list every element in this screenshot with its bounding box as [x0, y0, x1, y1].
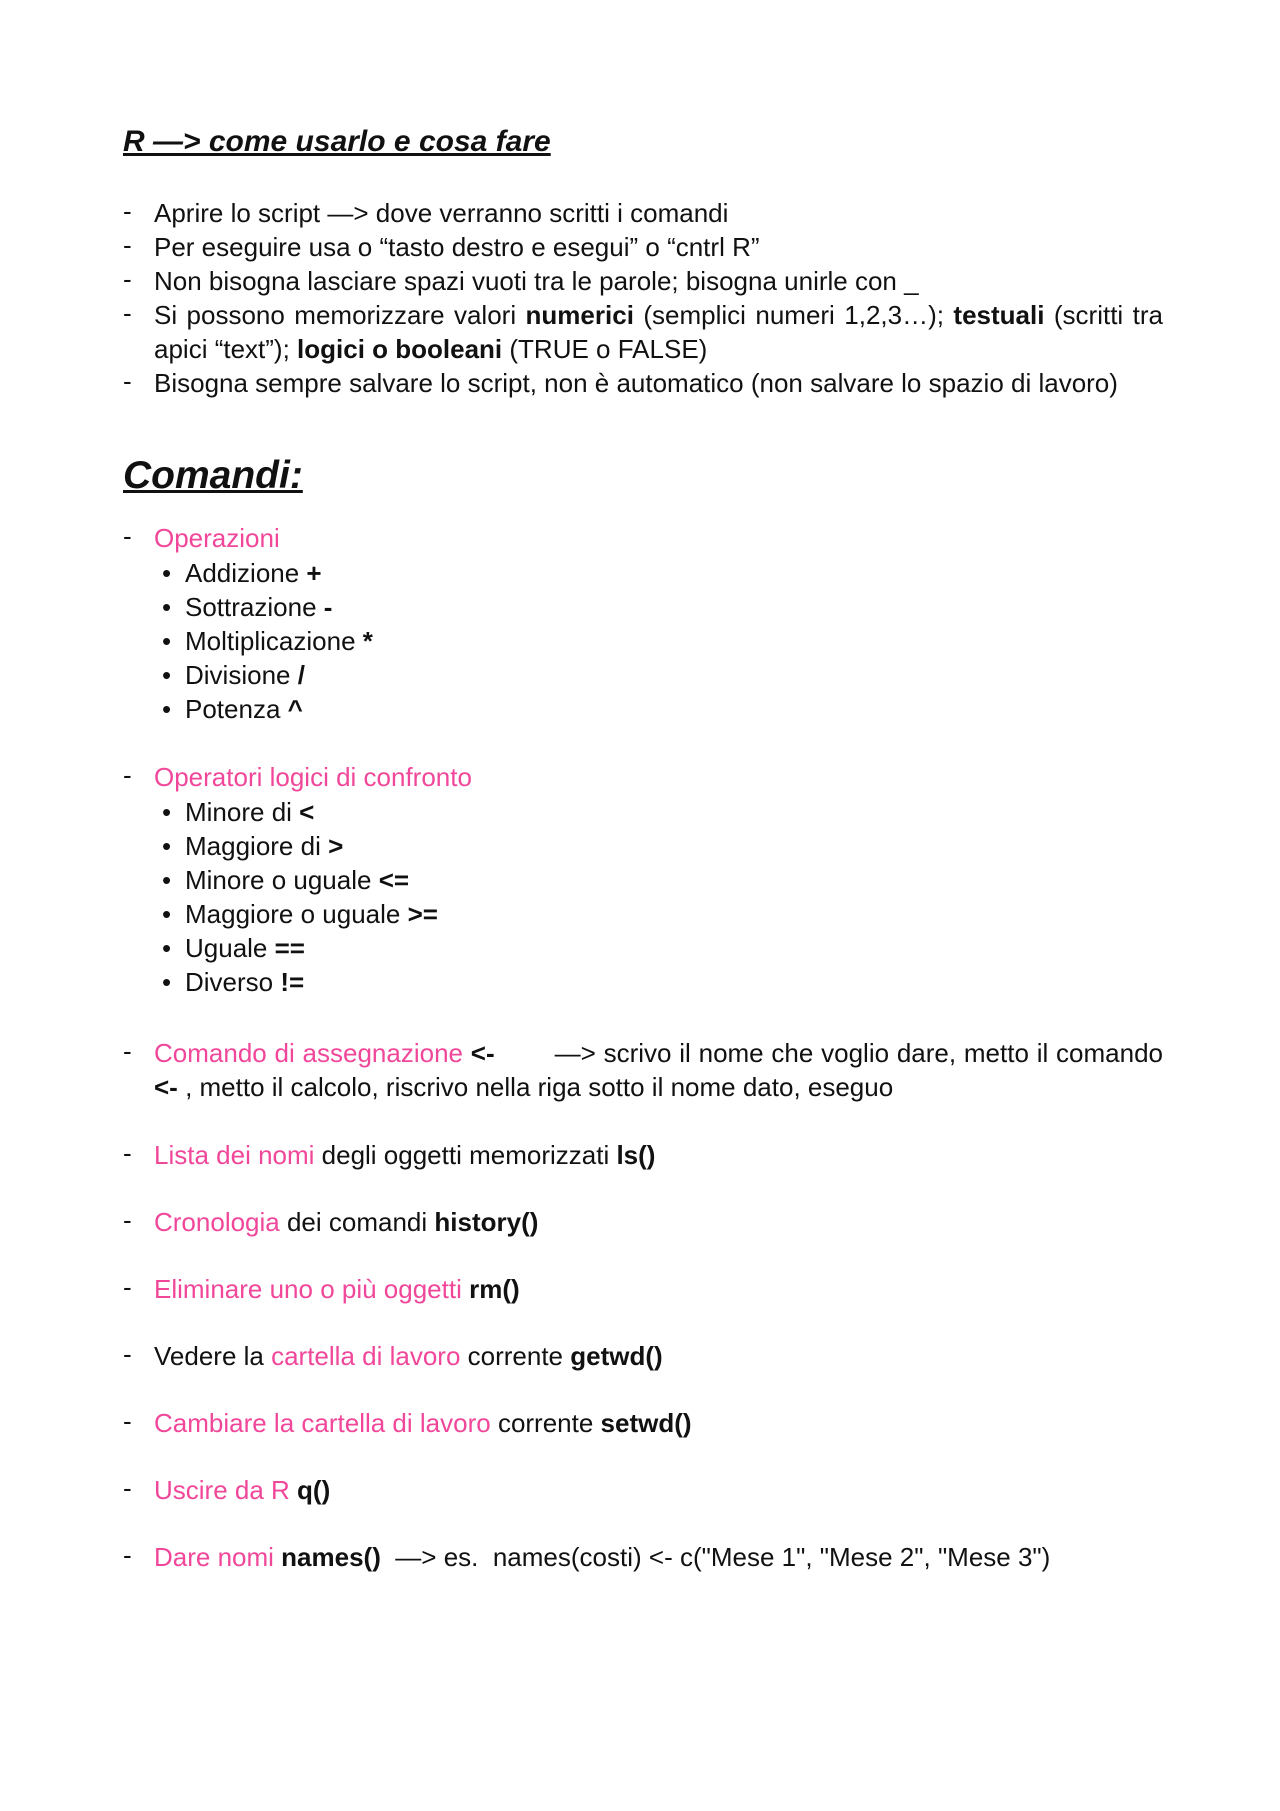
operator-symbol: ^	[287, 694, 303, 724]
intro-text: (scritti tra apici “text”);	[154, 300, 1163, 364]
intro-item	[123, 366, 1163, 400]
intro-bold-term: numerici	[525, 300, 634, 330]
operator-symbol: <=	[378, 865, 410, 895]
list-item	[154, 863, 1163, 897]
bullet-marker: •	[162, 592, 172, 622]
item-text: Addizione	[185, 558, 307, 588]
item-text: Potenza	[185, 694, 288, 724]
history-item	[123, 1205, 1163, 1239]
intro-text: Aprire lo script —> dove verranno scritti i comandi	[154, 198, 729, 228]
list-item	[154, 965, 1163, 999]
item-text: Moltiplicazione	[185, 626, 363, 656]
command-row	[123, 1205, 1163, 1239]
bullet-marker: •	[162, 558, 172, 588]
command-text: Vedere la	[154, 1341, 272, 1371]
intro-list	[123, 196, 1163, 400]
dash-marker: -	[123, 1473, 132, 1503]
operator-symbol: !=	[280, 967, 305, 997]
command-row	[123, 1272, 1163, 1306]
dash-marker: -	[123, 230, 132, 260]
operator-symbol: *	[362, 626, 373, 656]
command-row	[123, 1540, 1163, 1574]
bullet-marker: •	[162, 626, 172, 656]
bullet-marker: •	[162, 933, 172, 963]
item-text: Minore o uguale	[185, 865, 379, 895]
logical-operators-section	[123, 760, 1163, 999]
logical-list	[123, 795, 1163, 999]
commands-heading: Comandi:	[123, 454, 303, 497]
item-text: Divisione	[185, 660, 298, 690]
command-label: Eliminare uno o più oggetti	[154, 1274, 462, 1304]
command-text: degli oggetti memorizzati	[314, 1140, 617, 1170]
rm-item	[123, 1272, 1163, 1306]
item-text: Sottrazione	[185, 592, 324, 622]
command-label: Lista dei nomi	[154, 1140, 315, 1170]
list-item	[154, 931, 1163, 965]
list-item	[154, 795, 1163, 829]
list-item	[154, 590, 1163, 624]
intro-item	[123, 264, 1163, 298]
operator-symbol: >	[328, 831, 344, 861]
intro-text: Si possono memorizzare valori	[154, 300, 526, 330]
command-label: Cronologia	[154, 1207, 280, 1237]
command-code: history()	[434, 1207, 539, 1237]
intro-bold-term: logici o booleani	[297, 334, 503, 364]
bullet-marker: •	[162, 831, 172, 861]
operator-symbol: /	[297, 660, 305, 690]
item-text: Minore di	[185, 797, 300, 827]
dash-marker: -	[123, 1272, 132, 1302]
item-text: Maggiore o uguale	[185, 899, 408, 929]
dash-marker: -	[123, 1406, 132, 1436]
dash-marker: -	[123, 264, 132, 294]
operations-list	[123, 556, 1163, 726]
dash-marker: -	[123, 1540, 132, 1570]
command-label: Cambiare la cartella di lavoro	[154, 1408, 491, 1438]
command-row	[123, 1406, 1163, 1440]
dash-marker: -	[123, 298, 132, 328]
bullet-marker: •	[162, 660, 172, 690]
list-item	[154, 829, 1163, 863]
section-header	[123, 760, 1163, 794]
command-row	[123, 1473, 1163, 1507]
list-item	[154, 692, 1163, 726]
operator-symbol: -	[323, 592, 333, 622]
bullet-marker: •	[162, 899, 172, 929]
list-item	[154, 556, 1163, 590]
command-code: names()	[273, 1542, 381, 1572]
command-code: ls()	[616, 1140, 656, 1170]
intro-text: (semplici numeri 1,2,3…);	[633, 300, 954, 330]
command-row	[123, 1138, 1163, 1172]
intro-text: Non bisogna lasciare spazi vuoti tra le parole; bisogna unirle con _	[154, 266, 919, 296]
command-label: Uscire da R	[154, 1475, 290, 1505]
operations-label: Operazioni	[154, 523, 280, 553]
assignment-label: Comando di assegnazione	[154, 1038, 463, 1068]
operator-symbol: ==	[274, 933, 305, 963]
assignment-operator: <-	[154, 1072, 178, 1102]
dash-marker: -	[123, 196, 132, 226]
command-text: dei comandi	[279, 1207, 435, 1237]
quit-item	[123, 1473, 1163, 1507]
intro-text: Bisogna sempre salvare lo script, non è automatico (non salvare lo spazio di lavoro)	[154, 368, 1118, 398]
command-code: setwd()	[600, 1408, 692, 1438]
dash-marker: -	[123, 521, 132, 551]
list-item	[154, 897, 1163, 931]
dash-marker: -	[123, 1036, 132, 1066]
section-header	[123, 521, 1163, 555]
bullet-marker: •	[162, 797, 172, 827]
ls-item	[123, 1138, 1163, 1172]
assignment-row	[123, 1036, 1163, 1104]
setwd-item	[123, 1406, 1163, 1440]
command-label: cartella di lavoro	[271, 1341, 461, 1371]
dash-marker: -	[123, 1205, 132, 1235]
command-text: corrente	[460, 1341, 571, 1371]
intro-text: Per eseguire usa o “tasto destro e esegui” o “cntrl R”	[154, 232, 760, 262]
command-text: —> es. names(costi) <- c("Mese 1", "Mese 2", "Mese 3")	[380, 1542, 1051, 1572]
bullet-marker: •	[162, 967, 172, 997]
list-item	[154, 658, 1163, 692]
intro-item	[123, 298, 1163, 366]
dash-marker: -	[123, 1138, 132, 1168]
operator-symbol: <	[299, 797, 315, 827]
command-code: getwd()	[570, 1341, 663, 1371]
command-row	[123, 1339, 1163, 1373]
operations-section	[123, 521, 1163, 726]
page-title: R —> come usarlo e cosa fare	[123, 125, 551, 158]
bullet-marker: •	[162, 865, 172, 895]
getwd-item	[123, 1339, 1163, 1373]
command-code: rm()	[461, 1274, 520, 1304]
operator-symbol: +	[306, 558, 322, 588]
assignment-text: —> scrivo il nome che voglio dare, metto il comando	[554, 1038, 1163, 1068]
command-text: corrente	[490, 1408, 601, 1438]
bullet-marker: •	[162, 694, 172, 724]
dash-marker: -	[123, 760, 132, 790]
intro-bold-term: testuali	[953, 300, 1045, 330]
list-item	[154, 624, 1163, 658]
dash-marker: -	[123, 1339, 132, 1369]
assignment-text: , metto il calcolo, riscrivo nella riga sotto il nome dato, eseguo	[177, 1072, 894, 1102]
operator-symbol: >=	[407, 899, 438, 929]
assignment-item	[123, 1036, 1163, 1104]
intro-text: (TRUE o FALSE)	[502, 334, 708, 364]
dash-marker: -	[123, 366, 132, 396]
item-text: Diverso	[185, 967, 281, 997]
names-item	[123, 1540, 1163, 1574]
logical-label: Operatori logici di confronto	[154, 762, 472, 792]
item-text: Uguale	[185, 933, 275, 963]
assignment-operator: <-	[463, 1038, 495, 1068]
command-label: Dare nomi	[154, 1542, 274, 1572]
command-code: q()	[289, 1475, 331, 1505]
intro-item	[123, 196, 1163, 230]
item-text: Maggiore di	[185, 831, 329, 861]
intro-item	[123, 230, 1163, 264]
